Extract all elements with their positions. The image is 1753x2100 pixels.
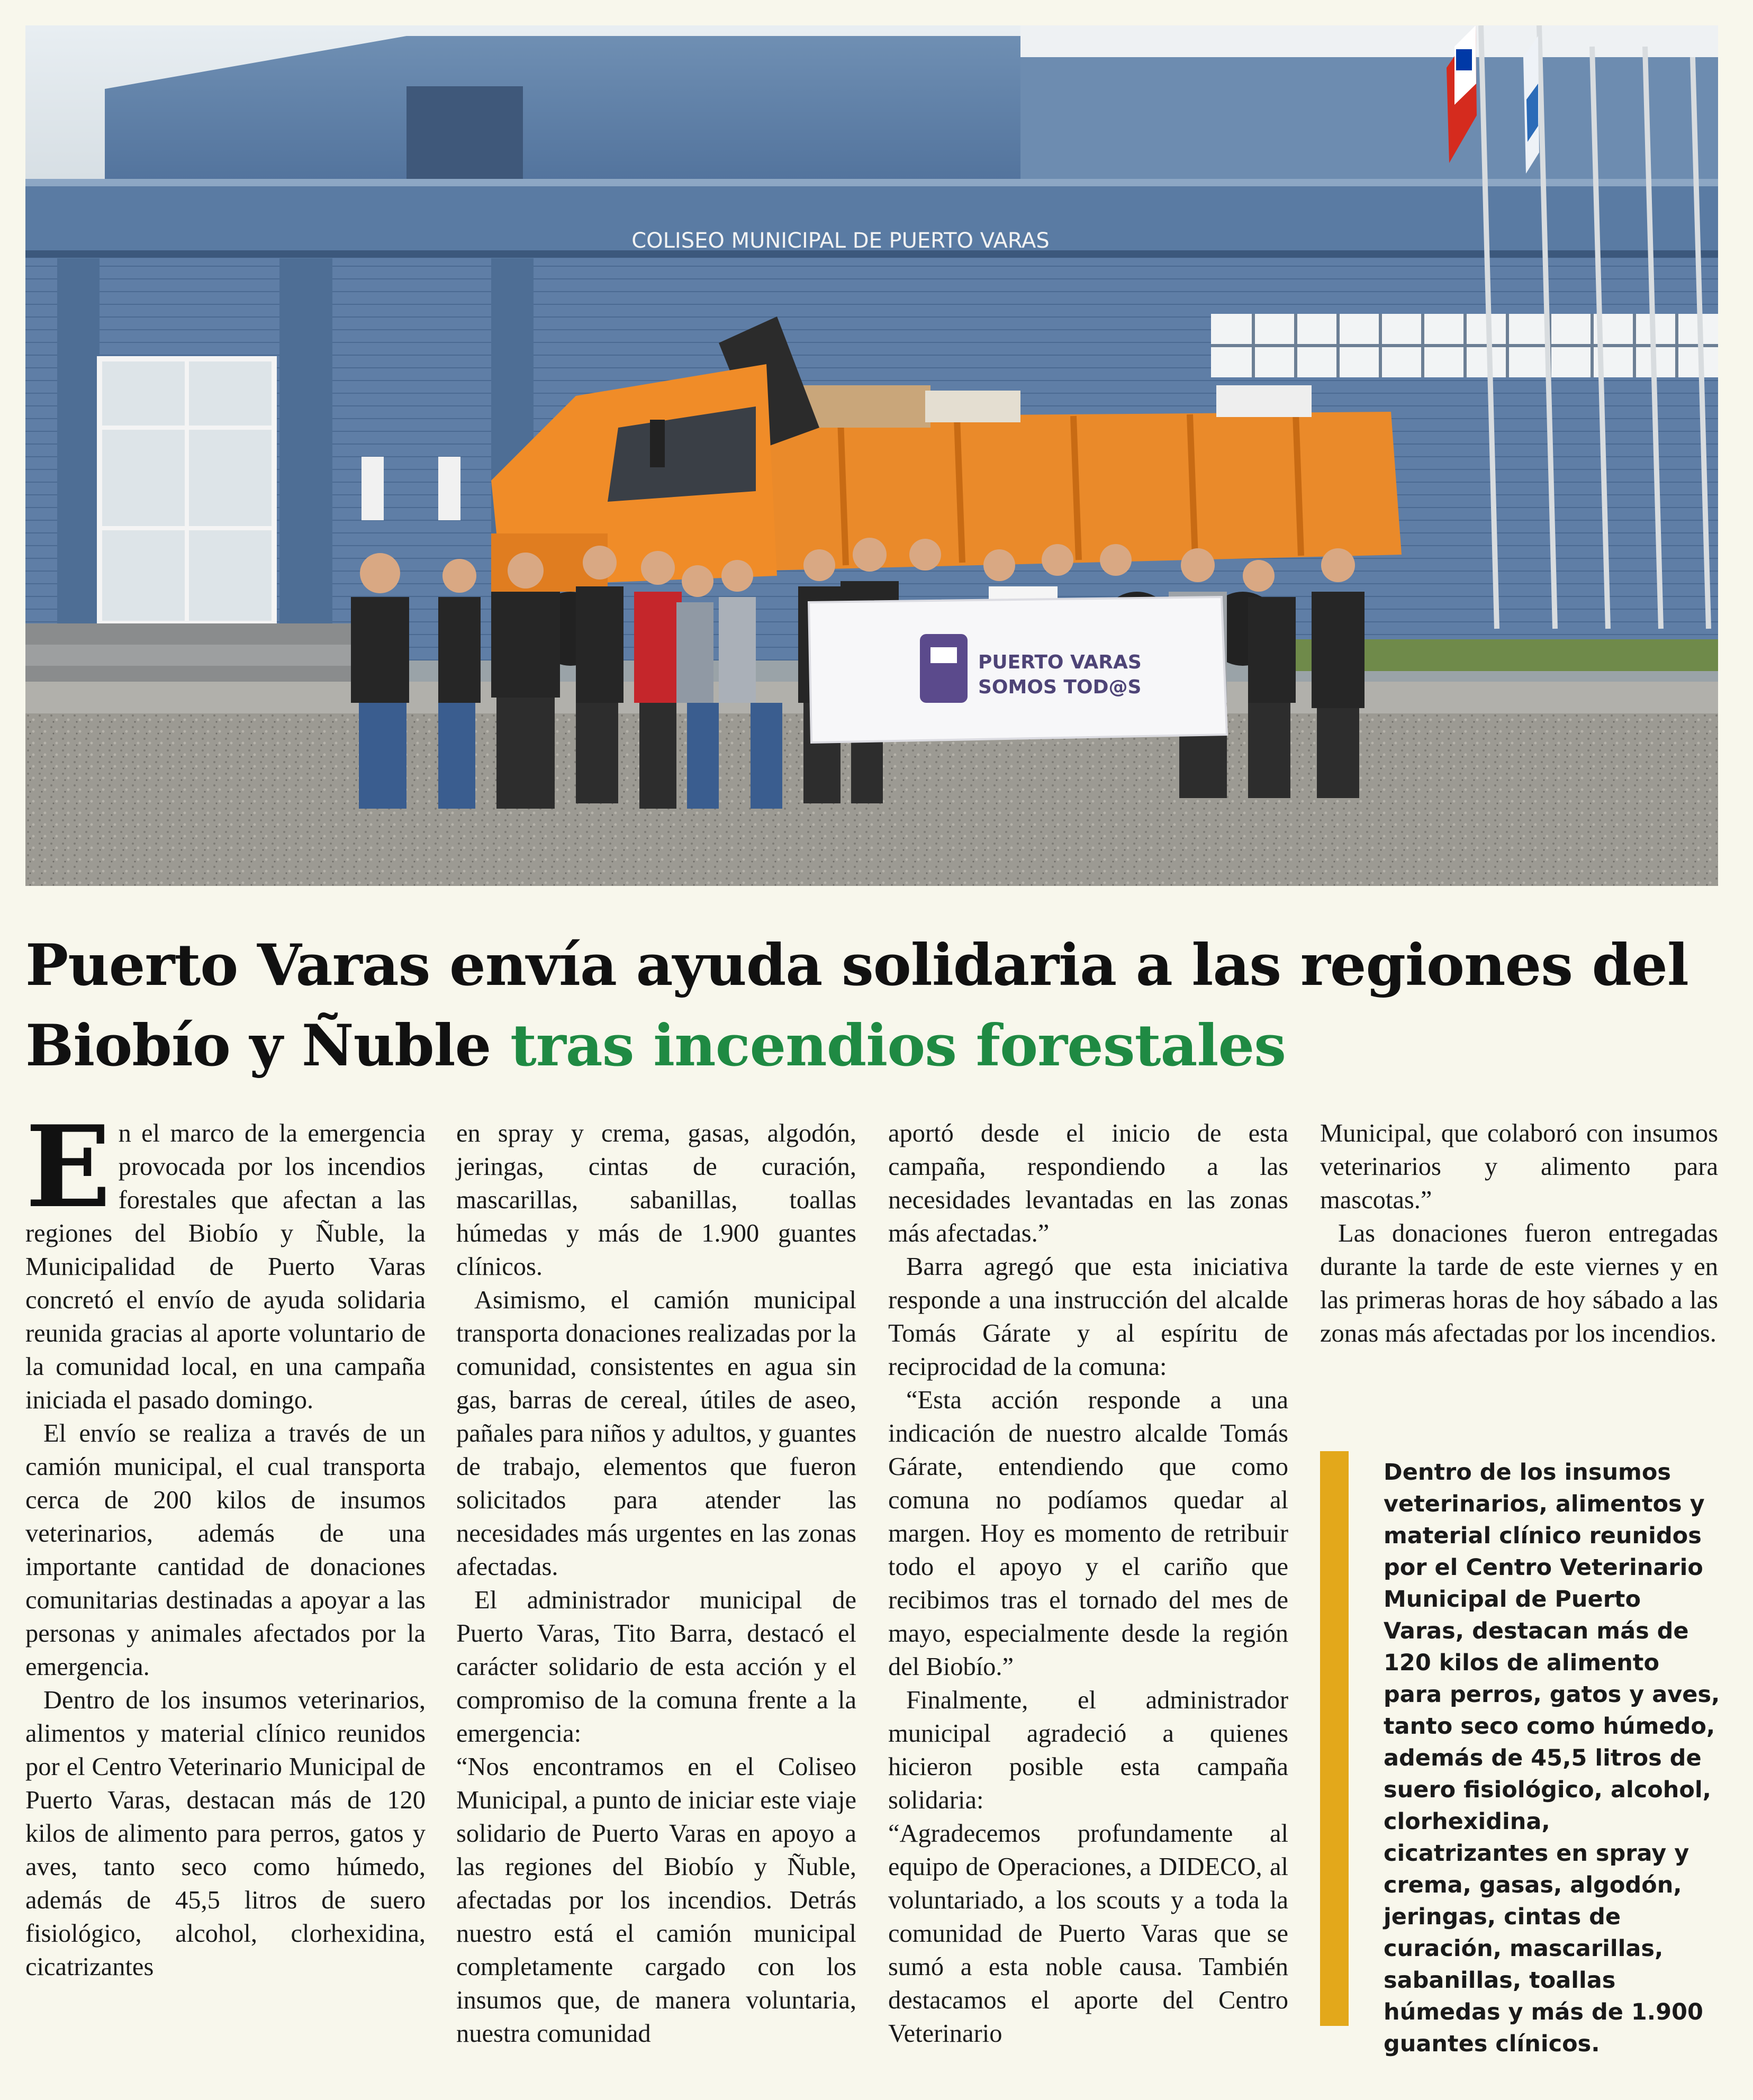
headline-accent: tras incendios forestales xyxy=(510,1012,1286,1079)
paragraph-text: n el marco de la emergencia provocada por los incendios forestales que afectan a las regiones del Biobío y Ñuble, la Municipalidad de Puerto Varas concretó el envío de ayuda solidaria reunida gracias al aporte voluntario de la comunidad local, en una campaña iniciada el pasado domingo. xyxy=(25,1119,426,1414)
paragraph: Barra agregó que esta iniciativa responde a una instrucción del alcalde Tomás Gárate y al espíritu de reciprocidad de la comuna: xyxy=(888,1253,1288,1381)
dropcap: E xyxy=(25,1101,111,1233)
paragraph: Finalmente, el administrador municipal agradeció a quienes hicieron posible esta campaña solidaria: xyxy=(888,1686,1288,1814)
paragraph: “Agradecemos profundamente al equipo de Operaciones, a DIDECO, al voluntariado, a los scouts y a toda la comunidad de Puerto Varas que se sumó a esta noble causa. También destacamos el aporte del Centro Veterinario xyxy=(888,1820,1288,2048)
photo-scene xyxy=(25,25,1718,886)
callout-text: Dentro de los insumos veterinarios, alimentos y material clínico reunidos por el Centro Veterinario Municipal de Puerto Varas, destacan más de 120 kilos de alimento para perros, gatos y aves, tanto seco como húmedo, además de 45,5 litros de suero fisiológico, alcohol, clorhexidina, cicatrizantes en spray y crema, gasas, algodón, jeringas, cintas de curación, mascarillas, sabanillas, toallas húmedas y más de 1.900 guantes clínicos. xyxy=(1384,1459,1720,2057)
paragraph: Asimismo, el camión municipal transporta donaciones realizadas por la comunidad, consistentes en agua sin gas, barras de cereal, útiles de aseo, pañales para niños y adultos, y guantes de trabajo, elementos que fueron solicitados para atender las necesidades más urgentes en las zonas afectadas. xyxy=(456,1286,856,1581)
paragraph: “Nos encontramos en el Coliseo Municipal, a punto de iniciar este viaje solidario de Puerto Varas en apoyo a las regiones del Biobío y Ñuble, afectadas por los incendios. Detrás nuestro está el camión municipal completamente cargado con los insumos que, de manera voluntaria, nuestra comunidad xyxy=(456,1753,856,2048)
callout-accent-bar xyxy=(1320,1451,1349,2026)
paragraph: Dentro de los insumos veterinarios, alimentos y material clínico reunidos por el Centro Veterinario Municipal de Puerto Varas, destacan más de 120 kilos de alimento para perros, gatos y aves, tanto seco como húmedo, además de 45,5 litros de suero fisiológico, alcohol, clorhexidina, cicatrizantes xyxy=(25,1686,426,1981)
paragraph: El administrador municipal de Puerto Varas, Tito Barra, destacó el carácter solidario de esta acción y el compromiso de la comuna frente a la emergencia: xyxy=(456,1586,856,1748)
article-column-4 xyxy=(1320,1117,1718,1350)
municipal-crest-icon xyxy=(920,634,968,703)
article-photo xyxy=(25,25,1718,886)
paragraph: “Esta acción responde a una indicación de nuestro alcalde Tomás Gárate, entendiendo que como comuna no podíamos quedar al margen. Hoy es momento de retribuir todo el apoyo y el cariño que recibimos tras el tornado del mes de mayo, especialmente desde la región del Biobío.” xyxy=(888,1386,1288,1681)
banner xyxy=(809,597,1227,743)
banner-line2: SOMOS TOD@S xyxy=(978,676,1142,698)
article-column-3 xyxy=(888,1117,1288,2050)
paragraph: en spray y crema, gasas, algodón, jeringas, cintas de curación, mascarillas, sabanillas, toallas húmedas y más de 1.900 guantes clínicos. xyxy=(456,1119,856,1281)
headline-main: Puerto Varas envía ayuda solidaria a las regiones del Biobío y Ñuble xyxy=(25,932,1688,1079)
building-sign: COLISEO MUNICIPAL DE PUERTO VARAS xyxy=(631,229,1050,253)
paragraph: Las donaciones fueron entregadas durante la tarde de este viernes y en las primeras horas de hoy sábado a las zonas más afectadas por los incendios. xyxy=(1320,1219,1718,1347)
article-column-1 xyxy=(25,1101,426,1984)
headline xyxy=(25,925,1730,1086)
paragraph: El envío se realiza a través de un camión municipal, el cual transporta cerca de 200 kilos de insumos veterinarios, además de una importante cantidad de donaciones comunitarias destinadas a apoyar a las personas y animales afectados por la emergencia. xyxy=(25,1419,426,1681)
paragraph: aportó desde el inicio de esta campaña, respondiendo a las necesidades levantadas en las zonas más afectadas.” xyxy=(888,1119,1288,1247)
banner-line1: PUERTO VARAS xyxy=(978,651,1142,673)
paragraph xyxy=(25,1101,426,1417)
article-column-2 xyxy=(456,1117,856,2050)
paragraph: Municipal, que colaboró con insumos veterinarios y alimento para mascotas.” xyxy=(1320,1119,1718,1214)
